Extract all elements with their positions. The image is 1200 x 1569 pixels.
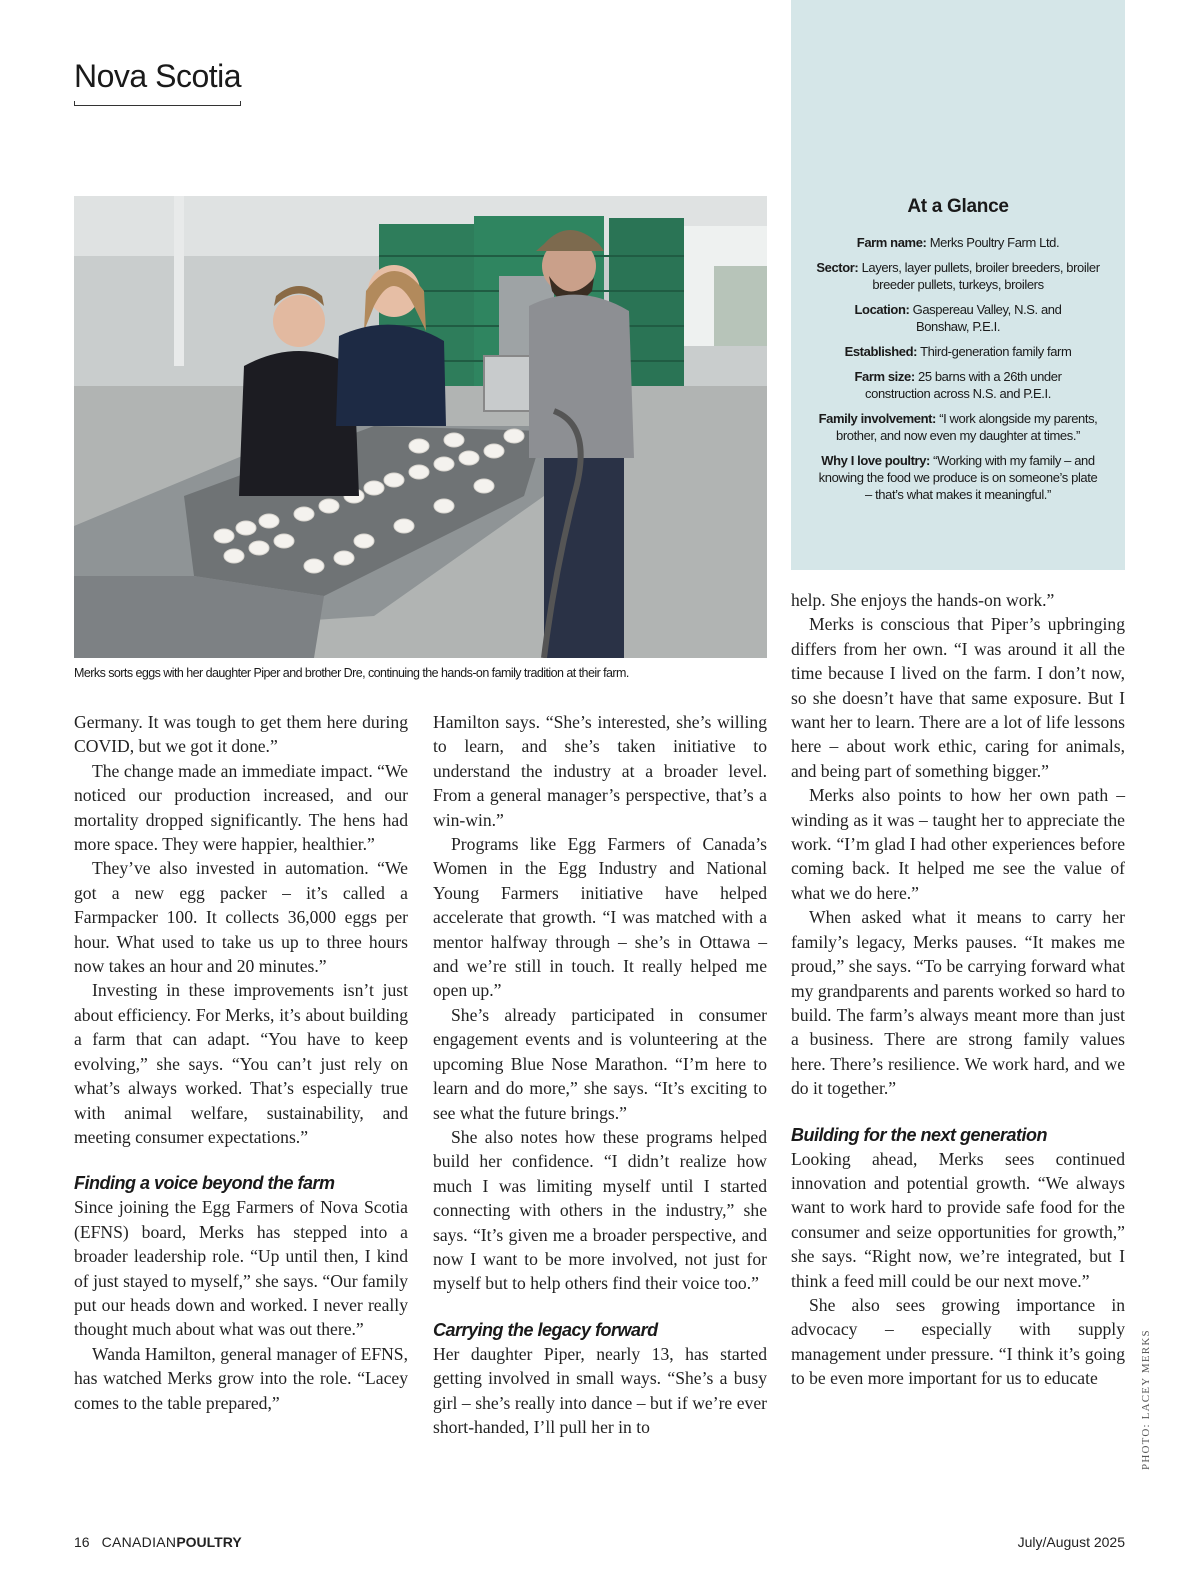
glance-item-why-i-love-poultry xyxy=(809,452,1107,503)
paragraph: When asked what it means to carry her family’s legacy, Merks pauses. “It makes me proud,” she says. “To be carrying forward what my grandparents and parents worked so hard to build. The farm’s always meant more than just a business. There are strong family values here. There’s resilience. We work hard, and we do it together.” xyxy=(791,907,1125,1099)
at-a-glance-heading: At a Glance xyxy=(907,196,1009,217)
glance-value: Layers, layer pullets, broiler breeders, broiler breeder pullets, turkeys, broilers xyxy=(861,260,1100,292)
glance-label: Sector: xyxy=(816,260,859,275)
glance-value: Gaspereau Valley, N.S. and Bonshaw, P.E.I. xyxy=(912,302,1062,334)
paragraph: They’ve also invested in automation. “We got a new egg packer – it’s called a Farmpacker 100. It collects 36,000 eggs per hour. What used to take us up to three hours now takes an hour and 20 minutes.” xyxy=(74,858,408,977)
glance-value: “I work alongside my parents, brother, and now even my daughter at times.” xyxy=(836,411,1098,443)
footer-issue-date: July/August 2025 xyxy=(1017,1534,1125,1550)
paragraph: Hamilton says. “She’s interested, she’s willing to learn, and she’s taken initiative to understand the industry at a broader level. From a general manager’s perspective, that’s a win-win.” xyxy=(433,712,767,830)
glance-label: Farm name: xyxy=(856,235,927,250)
subheading-building-next-generation: Building for the next generation xyxy=(791,1124,1048,1145)
paragraph: Her daughter Piper, nearly 13, has started getting involved in small ways. “She’s a busy girl – she’s really into dance – but if we’re ever short-handed, I’ll pull her in to xyxy=(433,1343,767,1437)
section-title: Nova Scotia xyxy=(74,58,242,94)
paragraph: The change made an immediate impact. “We noticed our production increased, and our mortality dropped significantly. The hens had more space. They were happier, healthier.” xyxy=(74,760,408,855)
subheading-carrying-the-legacy: Carrying the legacy forward xyxy=(433,1319,658,1340)
paragraph: She’s already participated in consumer engagement events and is volunteering at the upcoming Blue Nose Marathon. “I’m here to learn and do more,” she says. “It’s exciting to see what the future brings.” xyxy=(433,1004,767,1123)
glance-value: Third-generation family farm xyxy=(920,344,1072,359)
glance-value: Merks Poultry Farm Ltd. xyxy=(929,235,1060,250)
glance-item-family-involvement xyxy=(809,410,1107,444)
paragraph: Looking ahead, Merks sees continued innovation and potential growth. “We always want to work hard to provide safe food for the consumer and seize opportunities for growth,” she says. “Right now, we’re integrated, but I think a feed mill could be our next move.” xyxy=(791,1148,1125,1291)
paragraph: Since joining the Egg Farmers of Nova Scotia (EFNS) board, Merks has stepped into a broader leadership role. “Up until then, I kind of just stayed to myself,” she says. “Our family put our heads down and worked. I never really thought much about what was out there.” xyxy=(74,1197,408,1340)
article-column-3 xyxy=(791,588,1125,1391)
article-photo xyxy=(74,196,767,658)
glance-item-sector xyxy=(809,259,1107,293)
glance-item-established xyxy=(809,343,1107,360)
footer-publication xyxy=(74,1534,242,1550)
section-title-rule xyxy=(74,105,241,106)
paragraph: She also notes how these programs helped build her confidence. “I didn’t realize how much I was limiting myself until I started connecting with others in the industry,” she says. “It’s given me a broader perspective, and now I want to be more involved, not just for myself but to help others find their voice too.” xyxy=(433,1126,767,1294)
glance-label: Farm size: xyxy=(854,369,915,384)
page-number: 16 xyxy=(74,1534,90,1550)
paragraph: help. She enjoys the hands-on work.” xyxy=(791,590,1055,610)
article-column-2 xyxy=(433,710,767,1439)
paragraph: Investing in these improvements isn’t just about efficiency. For Merks, it’s about building a farm that can adapt. “You have to keep evolving,” she says. “You can’t just rely on what’s always worked. That’s especially true with animal welfare, sustainability, and meeting consumer expectations.” xyxy=(74,980,408,1147)
photo-caption: Merks sorts eggs with her daughter Piper and brother Dre, continuing the hands-on family tradition at their farm. xyxy=(74,666,629,680)
glance-label: Why I love poultry: xyxy=(821,453,930,468)
paragraph: Wanda Hamilton, general manager of EFNS, has watched Merks grow into the role. “Lacey comes to the table prepared,” xyxy=(74,1343,408,1413)
paragraph: Merks also points to how her own path – winding as it was – taught her to appreciate the work. “I’m glad I had other experiences before coming back. It helped me see the value of what we do here.” xyxy=(791,785,1125,903)
at-a-glance-sidebar xyxy=(791,0,1125,570)
photo-credit: PHOTO: LACEY MERKS xyxy=(1140,1329,1152,1470)
glance-label: Established: xyxy=(844,344,918,359)
paragraph: Germany. It was tough to get them here during COVID, but we got it done.” xyxy=(74,712,408,757)
publication-name-part2: POULTRY xyxy=(176,1534,242,1550)
subheading-finding-a-voice: Finding a voice beyond the farm xyxy=(74,1173,335,1194)
paragraph: Merks is conscious that Piper’s upbringing differs from her own. “I was around it all the time because I lived on the farm. I don’t now, so she doesn’t have that same exposure. But I want her to learn. There are a lot of life lessons here – about work ethic, caring for animals, and being part of something bigger.” xyxy=(791,614,1125,781)
glance-value: “Working with my family – and knowing the food we produce is on someone’s plate – that’s what makes it meaningful.” xyxy=(818,453,1098,502)
glance-value: 25 barns with a 26th under construction across N.S. and P.E.I. xyxy=(865,369,1062,401)
article-column-1 xyxy=(74,710,408,1415)
glance-item-farm-size xyxy=(809,368,1107,402)
glance-label: Family involvement: xyxy=(818,411,936,426)
publication-name-part1: CANADIAN xyxy=(101,1534,177,1550)
paragraph: She also sees growing importance in advocacy – especially with supply management under pressure. “I think it’s going to be even more important for us to educate xyxy=(791,1294,1125,1389)
glance-label: Location: xyxy=(854,302,910,317)
glance-item-location xyxy=(809,301,1107,335)
glance-item-farm-name xyxy=(809,234,1107,251)
paragraph: Programs like Egg Farmers of Canada’s Women in the Egg Industry and National Young Farmers initiative have helped accelerate that growth. “I was matched with a mentor halfway through – she’s in Ottawa – and we’re still in touch. It really helped me open up.” xyxy=(433,834,767,1001)
